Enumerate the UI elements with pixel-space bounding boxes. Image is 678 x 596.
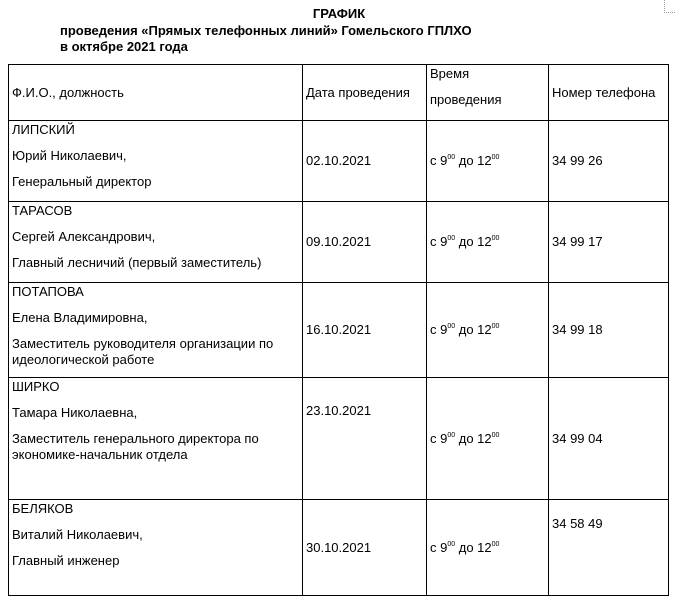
person-position-cont: экономике-начальник отдела bbox=[12, 447, 188, 462]
person-name: Елена Владимировна, bbox=[12, 310, 148, 325]
time-cell bbox=[427, 202, 549, 283]
phone-cell: 34 99 17 bbox=[549, 202, 669, 283]
time-to-minutes: 00 bbox=[491, 431, 500, 439]
date-cell: 23.10.2021 bbox=[303, 378, 427, 500]
time-to-minutes: 00 bbox=[491, 235, 500, 242]
person-position-cont: идеологической работе bbox=[12, 352, 155, 367]
time-cell bbox=[427, 378, 549, 500]
time-to: до 12 bbox=[455, 539, 492, 555]
person-cell bbox=[9, 283, 303, 378]
date-cell: 16.10.2021 bbox=[303, 283, 427, 378]
time-to: до 12 bbox=[455, 430, 492, 446]
phone-cell: 34 58 49 bbox=[549, 500, 669, 596]
phone-cell: 34 99 26 bbox=[549, 121, 669, 202]
person-surname: ПОТАПОВА bbox=[12, 284, 84, 299]
person-position: Генеральный директор bbox=[12, 174, 152, 189]
time-to: до 12 bbox=[455, 153, 492, 168]
time-from-minutes: 00 bbox=[447, 323, 456, 330]
time-from-minutes: 00 bbox=[447, 431, 456, 439]
header-phone: Номер телефона bbox=[549, 65, 669, 121]
schedule-table bbox=[8, 64, 669, 596]
person-surname: ТАРАСОВ bbox=[12, 203, 73, 218]
person-cell bbox=[9, 378, 303, 500]
person-name: Тамара Николаевна, bbox=[12, 405, 138, 420]
table-row bbox=[9, 500, 669, 596]
person-position: Главный лесничий (первый заместитель) bbox=[12, 255, 262, 270]
time-from-minutes: 00 bbox=[447, 154, 456, 161]
person-surname: ШИРКО bbox=[12, 379, 60, 394]
person-surname: ЛИПСКИЙ bbox=[12, 122, 75, 137]
table-row bbox=[9, 283, 669, 378]
document-period: в октябре 2021 года bbox=[60, 39, 188, 54]
table-row bbox=[9, 202, 669, 283]
person-name: Юрий Николаевич, bbox=[12, 148, 127, 163]
header-time bbox=[427, 65, 549, 121]
person-cell bbox=[9, 121, 303, 202]
person-name: Виталий Николаевич, bbox=[12, 527, 143, 542]
person-cell bbox=[9, 202, 303, 283]
table-row bbox=[9, 378, 669, 500]
person-position: Заместитель руководителя организации по bbox=[12, 336, 274, 351]
time-cell bbox=[427, 500, 549, 596]
phone-cell: 34 99 18 bbox=[549, 283, 669, 378]
header-time-line2: проведения bbox=[430, 92, 502, 107]
time-from: с 9 bbox=[430, 234, 448, 249]
table-row bbox=[9, 121, 669, 202]
time-from: с 9 bbox=[430, 322, 448, 337]
time-to-minutes: 00 bbox=[491, 323, 500, 330]
time-from-minutes: 00 bbox=[447, 540, 456, 548]
document-subtitle: проведения «Прямых телефонных линий» Гомельского ГПЛХО bbox=[60, 23, 472, 38]
time-cell bbox=[427, 283, 549, 378]
date-cell: 09.10.2021 bbox=[303, 202, 427, 283]
time-from: с 9 bbox=[430, 539, 448, 555]
phone-cell: 34 99 04 bbox=[549, 378, 669, 500]
time-from-minutes: 00 bbox=[447, 235, 456, 242]
date-cell: 30.10.2021 bbox=[303, 500, 427, 596]
table-header-row bbox=[9, 65, 669, 121]
person-surname: БЕЛЯКОВ bbox=[12, 501, 74, 516]
time-from: с 9 bbox=[430, 153, 448, 168]
person-position: Заместитель генерального директора по bbox=[12, 431, 259, 446]
date-cell: 02.10.2021 bbox=[303, 121, 427, 202]
time-to-minutes: 00 bbox=[491, 540, 500, 548]
document-title: ГРАФИК bbox=[312, 6, 366, 21]
header-time-line1: Время bbox=[430, 66, 470, 81]
time-cell bbox=[427, 121, 549, 202]
time-to: до 12 bbox=[455, 322, 492, 337]
time-to: до 12 bbox=[455, 234, 492, 249]
time-from: с 9 bbox=[430, 430, 448, 446]
person-cell bbox=[9, 500, 303, 596]
person-position: Главный инженер bbox=[12, 553, 120, 568]
header-person: Ф.И.О., должность bbox=[9, 65, 303, 121]
time-to-minutes: 00 bbox=[491, 154, 500, 161]
person-name: Сергей Александрович, bbox=[12, 229, 156, 244]
header-date: Дата проведения bbox=[303, 65, 427, 121]
